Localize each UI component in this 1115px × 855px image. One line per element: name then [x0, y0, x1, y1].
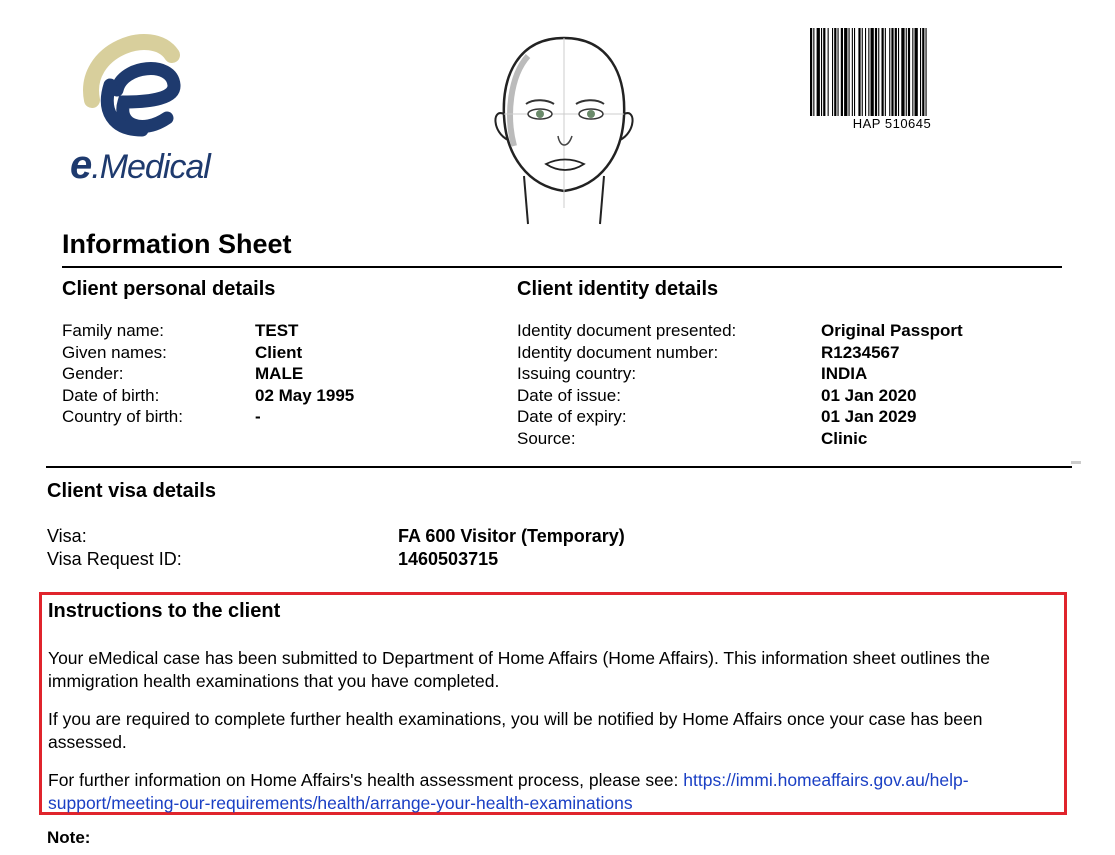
field-label: Issuing country:	[517, 364, 637, 384]
field-label: Family name:	[62, 321, 165, 340]
barcode-bar	[891, 28, 893, 116]
barcode-bar	[838, 28, 839, 116]
field-label: Date of issue:	[517, 385, 621, 405]
wordmark-e: e	[70, 143, 92, 187]
instructions-heading: Instructions to the client	[48, 600, 281, 622]
barcode-bar	[898, 28, 899, 116]
scroll-marker	[1071, 461, 1081, 464]
face-illustration-icon	[488, 36, 640, 226]
field-label: Source:	[517, 429, 576, 448]
field-value: Clinic	[821, 429, 868, 448]
visa-details-heading: Client visa details	[47, 480, 216, 502]
barcode-bar	[810, 28, 812, 116]
field-value: FA 600 Visitor (Temporary)	[398, 526, 625, 546]
divider	[62, 266, 1062, 268]
barcode-bar	[895, 28, 897, 116]
barcode-bar	[817, 28, 820, 116]
barcode-bar	[865, 28, 866, 116]
barcode-bar	[915, 28, 918, 116]
field-value: 01 Jan 2020	[821, 385, 917, 405]
field-value: TEST	[255, 321, 299, 340]
barcode-bar	[828, 28, 829, 116]
barcode-bar	[868, 28, 869, 116]
personal-details-heading: Client personal details	[62, 278, 276, 300]
field-value: 1460503715	[398, 549, 499, 569]
barcode-bar	[871, 28, 874, 116]
field-label: Country of birth:	[62, 407, 183, 427]
field-label: Identity document number:	[517, 342, 719, 362]
instructions-paragraph-2: If you are required to complete further health examinations, you will be notified by Home Affairs once your case has been assessed.	[48, 709, 983, 752]
barcode-bar	[844, 28, 847, 116]
instructions-paragraph-3	[48, 769, 1066, 815]
barcode-bar	[858, 28, 860, 116]
barcode-bar	[821, 28, 822, 116]
wordmark-rest: .Medical	[91, 148, 210, 186]
field-value: Original Passport	[821, 321, 963, 340]
field-label: Visa:	[47, 526, 87, 546]
field-value: Client	[255, 342, 303, 362]
barcode-bar	[885, 28, 886, 116]
field-value: -	[255, 407, 261, 427]
field-value: 02 May 1995	[255, 385, 355, 405]
barcode-bar	[854, 28, 855, 116]
field-label: Given names:	[62, 342, 167, 362]
barcode-bar	[906, 28, 907, 116]
instructions-box	[39, 592, 1067, 815]
instructions-paragraph-1: Your eMedical case has been submitted to Department of Home Affairs (Home Affairs). This information sheet outlines the immigration health examinations that you have completed.	[48, 648, 990, 691]
barcode-bar	[908, 28, 910, 116]
field-value: 01 Jan 2029	[821, 407, 917, 427]
barcode-bar	[875, 28, 877, 116]
divider	[46, 466, 1072, 468]
barcode-bar	[813, 28, 814, 116]
barcode-bar	[922, 28, 924, 116]
barcode-bar	[841, 28, 843, 116]
barcode-bar	[912, 28, 913, 116]
barcode-bar	[889, 28, 890, 116]
health-examinations-link[interactable]: https://immi.homeaffairs.gov.au/help-support/meeting-our-requirements/health/arrange-your-health-examinations	[48, 770, 969, 813]
emedical-wordmark	[70, 143, 210, 188]
instructions-paragraph-3-text: For further information on Home Affairs's health assessment process, please see:	[48, 770, 684, 790]
field-label: Date of expiry:	[517, 407, 627, 427]
barcode-bar	[852, 28, 853, 116]
barcode-bar	[849, 28, 850, 116]
field-label: Date of birth:	[62, 385, 160, 405]
field-value: INDIA	[821, 364, 868, 384]
barcode-bar	[901, 28, 904, 116]
barcode-bar	[832, 28, 833, 116]
barcode-bar	[878, 28, 879, 116]
barcode	[808, 28, 976, 116]
field-label: Gender:	[62, 364, 124, 384]
barcode-bar	[926, 28, 927, 116]
barcode-bar	[882, 28, 884, 116]
field-value: R1234567	[821, 342, 900, 362]
barcode-number: HAP 510645	[852, 116, 932, 131]
field-label: Identity document presented:	[517, 321, 737, 340]
field-label: Visa Request ID:	[47, 549, 182, 569]
barcode-bar	[834, 28, 836, 116]
barcode-bar	[823, 28, 825, 116]
field-value: MALE	[255, 364, 304, 384]
note-label: Note:	[47, 828, 91, 847]
identity-details-heading: Client identity details	[517, 278, 719, 300]
barcode-bar	[920, 28, 921, 116]
page-title: Information Sheet	[62, 229, 292, 259]
barcode-bar	[862, 28, 863, 116]
